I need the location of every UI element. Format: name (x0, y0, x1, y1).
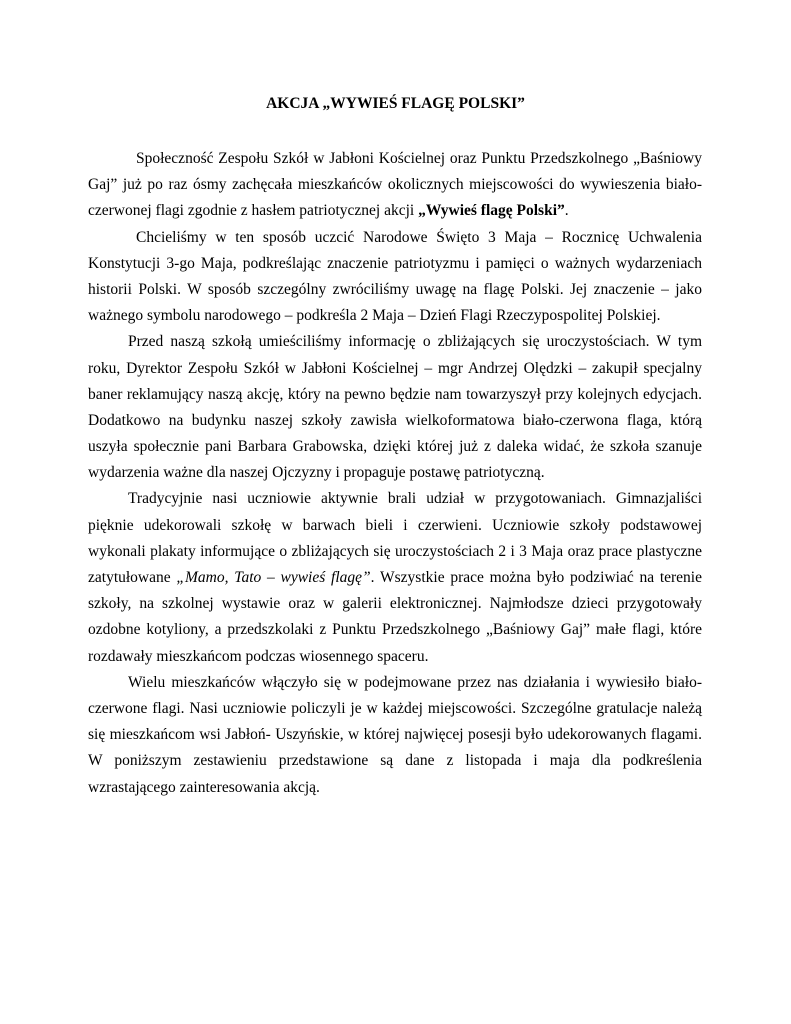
paragraph-line: Przed naszą szkołą umieściliśmy informację o zbliżających się uroczystościach. W tym (128, 333, 702, 351)
paragraph-5 (88, 670, 702, 801)
paragraph-1 (88, 146, 702, 225)
paragraph-4 (88, 486, 702, 669)
paragraph-line: Gaj” już po raz ósmy zachęcała mieszkańców okolicznych miejscowości do wywieszenia biało- (88, 176, 702, 194)
page-title: AKCJA „WYWIEŚ FLAGĘ POLSKI” (266, 95, 525, 112)
paragraph-line: Dodatkowo na budynku naszej szkoły zawisła wielkoformatowa biało-czerwona flaga, którą (88, 411, 702, 429)
paragraph-line: uszyła społecznie pani Barbara Grabowska, dzięki której już z daleka widać, że szkoła szanuje (88, 438, 702, 456)
document-body (88, 146, 702, 801)
paragraph-line: Chcieliśmy w ten sposób uczcić Narodowe Święto 3 Maja – Rocznicę Uchwalenia (136, 228, 702, 246)
paragraph-line: wydarzenia ważne dla naszej Ojczyzny i propaguje postawę patriotyczną. (88, 464, 545, 482)
paragraph-line: ważnego symbolu narodowego – podkreśla 2 Maja – Dzień Flagi Rzeczypospolitej Polskiej. (88, 307, 661, 325)
paragraph-line: się mieszkańcom wsi Jabłoń- Uszyńskie, w której najwięcej posesji było udekorowanych flagami. (88, 726, 702, 744)
paragraph-line (88, 565, 702, 591)
paragraph-line: W poniższym zestawieniu przedstawione są dane z listopada i maja dla podkreślenia (88, 752, 702, 770)
paragraph-line: szkoły, na szkolnej wystawie oraz w galerii elektronicznej. Najmłodsze dzieci przygotowały (88, 595, 702, 613)
paragraph-line: czerwone flagi. Nasi uczniowie policzyli je w każdej miejscowości. Szczególne gratulacje należą (88, 699, 702, 717)
paragraph-2 (88, 225, 702, 330)
paragraph-3 (88, 329, 702, 486)
paragraph-line: wzrastającego zainteresowania akcją. (88, 778, 320, 796)
paragraph-line: Społeczność Zespołu Szkół w Jabłoni Kościelnej oraz Punktu Przedszkolnego „Baśniowy (136, 150, 702, 167)
paragraph-line: Wielu mieszkańców włączyło się w podejmowane przez nas działania i wywiesiło biało- (128, 673, 702, 691)
artwork-title: „Mamo, Tato – wywieś flagę” (176, 569, 371, 586)
paragraph-text: zatytułowane (88, 569, 177, 586)
paragraph-line: Tradycyjnie nasi uczniowie aktywnie brali udział w przygotowaniach. Gimnazjaliści (128, 490, 702, 508)
paragraph-text: . (564, 202, 569, 220)
paragraph-text: . Wszystkie prace można było podziwiać na terenie (370, 569, 702, 586)
paragraph-line: Konstytucji 3-go Maja, podkreślając znaczenie patriotyzmu i pamięci o ważnych wydarzeniach (88, 254, 702, 272)
paragraph-text: czerwonej flagi zgodnie z hasłem patriotycznej akcji (88, 202, 419, 220)
paragraph-line: wykonali plakaty informujące o zbliżających się uroczystościach 2 i 3 Maja oraz prace plastyczne (88, 542, 702, 560)
paragraph-line: roku, Dyrektor Zespołu Szkół w Jabłoni Kościelnej – mgr Andrzej Olędzki – zakupił specjalny (88, 359, 702, 377)
paragraph-line: pięknie udekorowali szkołę w barwach bieli i czerwieni. Uczniowie szkoły podstawowej (88, 516, 702, 534)
paragraph-line: baner reklamujący naszą akcję, który na pewno będzie nam towarzyszył przy kolejnych edycjach. (88, 385, 702, 403)
paragraph-line: historii Polski. W sposób szczególny zwróciliśmy uwagę na flagę Polski. Jej znaczenie – jako (88, 280, 702, 298)
paragraph-line: rozdawały mieszkańcom podczas wiosennego spaceru. (88, 647, 429, 665)
paragraph-line (88, 198, 702, 224)
campaign-name: „Wywieś flagę Polski” (418, 202, 565, 220)
paragraph-line: ozdobne kotyliony, a przedszkolaki z Punktu Przedszkolnego „Baśniowy Gaj” małe flagi, które (88, 621, 702, 639)
